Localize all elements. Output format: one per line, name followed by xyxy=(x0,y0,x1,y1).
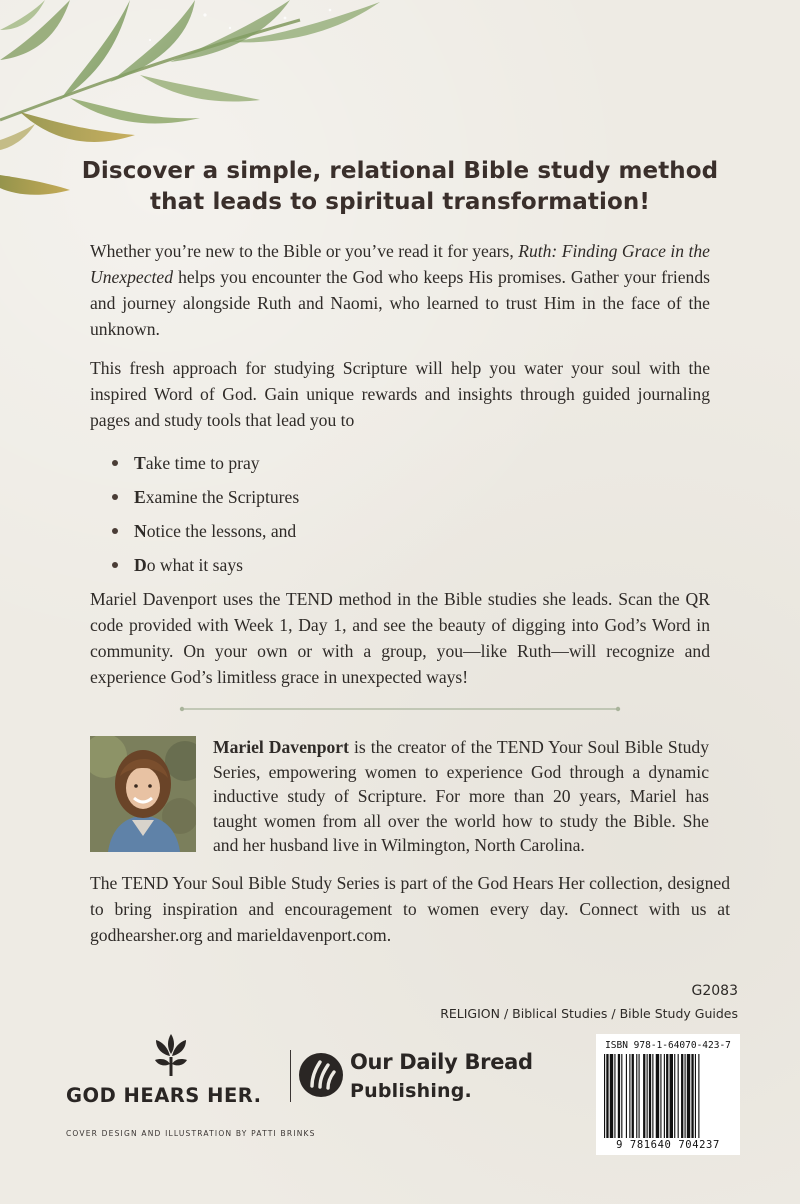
tend-list xyxy=(112,446,299,582)
barcode-bar xyxy=(626,1054,627,1138)
barcode-bar xyxy=(643,1054,645,1138)
tend-initial: T xyxy=(134,453,146,473)
barcode-bar xyxy=(614,1054,615,1138)
odb-wordmark-line-2: Publishing. xyxy=(350,1080,472,1102)
barcode-bar xyxy=(604,1054,605,1138)
flower-icon xyxy=(146,1030,196,1078)
barcode-bar xyxy=(666,1054,668,1138)
barcode-bar xyxy=(636,1054,637,1138)
tend-text: o what it says xyxy=(146,555,243,575)
barcode-bar xyxy=(698,1054,699,1138)
barcode-bar xyxy=(681,1054,683,1138)
tend-text: otice the lessons, and xyxy=(146,521,297,541)
barcode-bar xyxy=(670,1054,673,1138)
intro-before: Whether you’re new to the Bible or you’ve read it for years, xyxy=(90,241,519,261)
tend-item-e xyxy=(112,480,299,514)
book-category: RELIGION / Biblical Studies / Bible Study Guides xyxy=(440,1006,738,1021)
cover-credit: COVER DESIGN AND ILLUSTRATION BY PATTI BRINKS xyxy=(66,1129,316,1138)
headline xyxy=(0,156,800,218)
tend-item-t xyxy=(112,446,299,480)
barcode-bar xyxy=(632,1054,634,1138)
god-hears-her-logo xyxy=(66,1030,281,1110)
product-code: G2083 xyxy=(691,983,738,999)
author-photo xyxy=(90,736,196,852)
tend-initial: N xyxy=(134,521,147,541)
headline-line-1: Discover a simple, relational Bible study method xyxy=(81,158,719,184)
barcode-bar xyxy=(687,1054,690,1138)
barcode-bar xyxy=(660,1054,661,1138)
odb-wordmark-line-1: Our Daily Bread xyxy=(350,1050,533,1074)
tend-text: xamine the Scriptures xyxy=(145,487,300,507)
tend-item-d xyxy=(112,548,299,582)
our-daily-bread-logo xyxy=(298,1048,533,1106)
barcode-bar xyxy=(678,1054,679,1138)
intro-paragraph xyxy=(90,238,710,342)
barcode-bar xyxy=(618,1054,620,1138)
barcode-bar xyxy=(647,1054,648,1138)
barcode-bars xyxy=(602,1054,734,1138)
barcode-bar xyxy=(652,1054,653,1138)
barcode-bar xyxy=(695,1054,696,1138)
barcode-bar xyxy=(691,1054,693,1138)
headline-line-2: that leads to spiritual transformation! xyxy=(150,189,650,215)
barcode-bar xyxy=(629,1054,630,1138)
barcode-bar xyxy=(610,1054,613,1138)
tend-initial: E xyxy=(134,487,146,507)
barcode-bar xyxy=(685,1054,686,1138)
tend-text: ake time to pray xyxy=(145,453,260,473)
wheat-circle-icon xyxy=(298,1052,344,1098)
barcode-bar xyxy=(674,1054,675,1138)
intro-after: helps you encounter the God who keeps His promises. Gather your friends and journey alongside Ruth and Naomi, who learned to trust Him in the face of the unknown. xyxy=(90,267,710,339)
barcode-bar xyxy=(649,1054,651,1138)
method-paragraph: Mariel Davenport uses the TEND method in the Bible studies she leads. Scan the QR code provided with Week 1, Day 1, and see the beauty of digging into God’s Word in community. On your own or with a group, you—like Ruth—will recognize and experience God’s limitless grace in unexpected ways! xyxy=(90,589,710,687)
barcode-bar xyxy=(656,1054,659,1138)
tend-initial: D xyxy=(134,555,147,575)
book-title: Ruth: Finding Grace in the Unexpected xyxy=(90,241,710,287)
barcode-bar xyxy=(621,1054,622,1138)
barcode-bar xyxy=(606,1054,608,1138)
author-bio xyxy=(213,735,709,858)
section-divider xyxy=(178,704,622,714)
barcode-bar xyxy=(664,1054,665,1138)
author-bio-text: is the creator of the TEND Your Soul Bible Study Series, empowering women to experience God through a dynamic inductive study of Scripture. For more than 20 years, Mariel has taught women from all over the world how to study the Bible. She and her husband live in Wilmington, North Carolina. xyxy=(213,737,709,855)
barcode-bar xyxy=(639,1054,640,1138)
isbn-barcode xyxy=(596,1034,740,1155)
author-name: Mariel Davenport xyxy=(213,737,349,757)
series-paragraph: The TEND Your Soul Bible Study Series is part of the God Hears Her collection, designed to bring inspiration and encouragement to women every day. Connect with us at godhearsher.org and marieldavenport.com. xyxy=(90,873,730,945)
approach-paragraph: This fresh approach for studying Scripture will help you water your soul with the inspired Word of God. Gain unique rewards and insights through guided journaling pages and study tools that lead you to xyxy=(90,358,710,430)
barcode-digits: 9 781640 704237 xyxy=(616,1139,720,1151)
logo-divider xyxy=(290,1050,291,1102)
god-hears-her-wordmark: GOD HEARS HER. xyxy=(66,1084,262,1107)
isbn-label: ISBN 978-1-64070-423-7 xyxy=(605,1040,731,1051)
tend-item-n xyxy=(112,514,299,548)
